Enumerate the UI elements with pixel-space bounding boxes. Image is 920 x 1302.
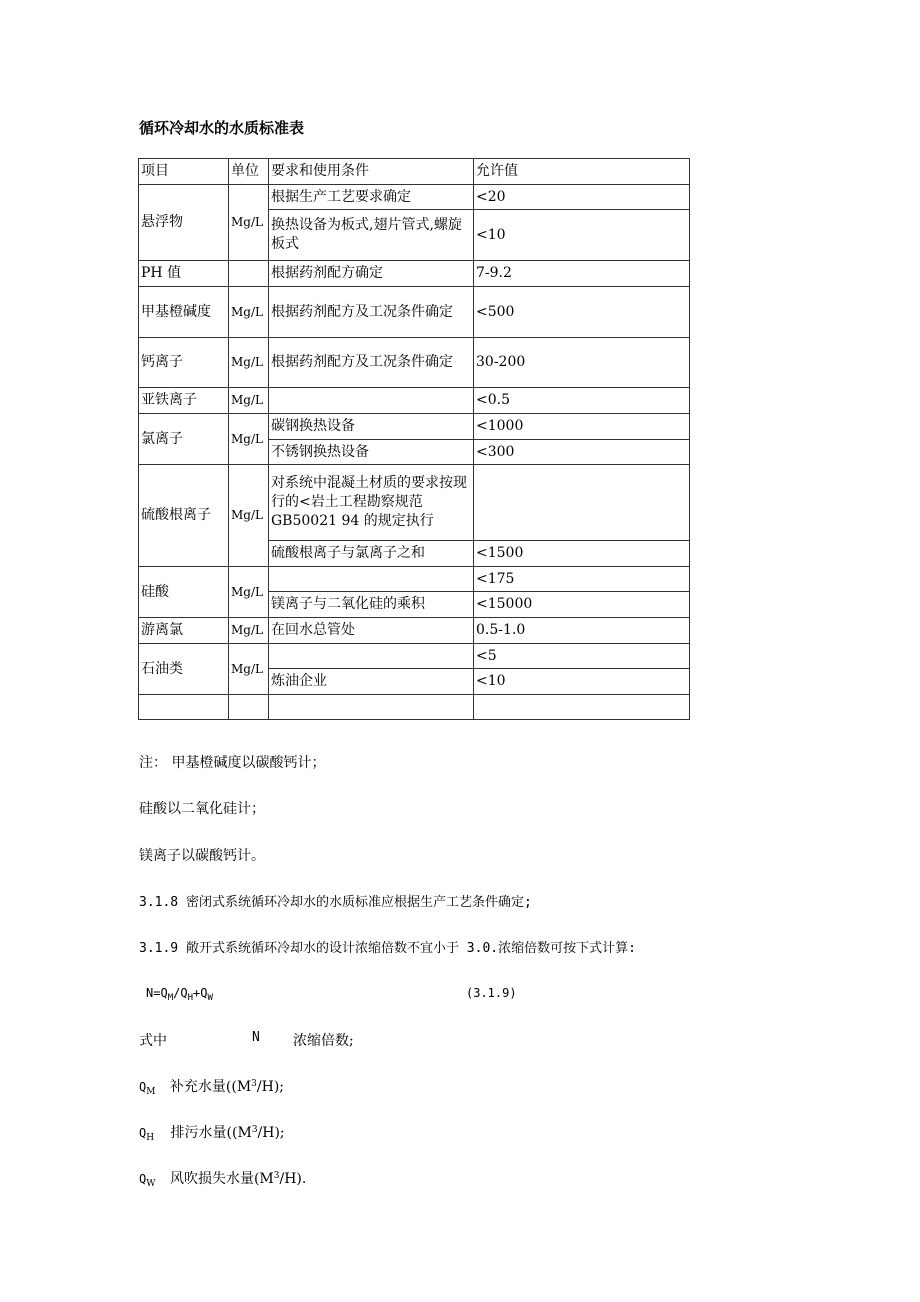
clause-3-1-8: 3.1.8 密闭式系统循环冷却水的水质标准应根据生产工艺条件确定; bbox=[139, 895, 532, 910]
row-value: <5 bbox=[474, 644, 690, 669]
table-empty-row bbox=[139, 695, 690, 720]
row-condition bbox=[269, 567, 474, 592]
row-item: 硅酸 bbox=[139, 567, 229, 618]
table-row bbox=[139, 261, 690, 287]
row-unit: Mg/L bbox=[229, 618, 269, 644]
row-value: <500 bbox=[474, 287, 690, 338]
row-value: <10 bbox=[474, 210, 690, 261]
row-unit: Mg/L bbox=[229, 644, 269, 695]
row-condition: 换热设备为板式,翅片管式,螺旋板式 bbox=[269, 210, 474, 261]
def-n-desc: 浓缩倍数; bbox=[293, 1033, 354, 1049]
def-intro: 式中 bbox=[139, 1033, 167, 1049]
row-item: 石油类 bbox=[139, 644, 229, 695]
def-qw: $Q_W$ 风吹损失水量$(M^3/H)$. bbox=[139, 1171, 307, 1189]
table-row bbox=[139, 185, 690, 210]
row-value: <10 bbox=[474, 669, 690, 695]
row-unit: Mg/L bbox=[229, 287, 269, 338]
row-value: <1500 bbox=[474, 541, 690, 567]
row-item: 钙离子 bbox=[139, 338, 229, 388]
row-unit: Mg/L bbox=[229, 338, 269, 388]
row-value: 0.5-1.0 bbox=[474, 618, 690, 644]
row-item: 甲基橙碱度 bbox=[139, 287, 229, 338]
row-unit: Mg/L bbox=[229, 465, 269, 567]
row-unit bbox=[229, 261, 269, 287]
row-condition: 对系统中混凝土材质的要求按现行的<岩土工程勘察规范GB50021 94 的规定执行 bbox=[269, 465, 474, 541]
row-value: <1000 bbox=[474, 414, 690, 440]
header-value: 允许值 bbox=[474, 159, 690, 185]
table-row bbox=[139, 287, 690, 338]
row-condition: 炼油企业 bbox=[269, 669, 474, 695]
row-unit: Mg/L bbox=[229, 567, 269, 618]
header-item: 项目 bbox=[139, 159, 229, 185]
row-item: 悬浮物 bbox=[139, 185, 229, 261]
row-condition: 硫酸根离子与氯离子之和 bbox=[269, 541, 474, 567]
note-magnesium: 镁离子以碳酸钙计。 bbox=[139, 848, 265, 864]
row-value: 30-200 bbox=[474, 338, 690, 388]
row-item: 硫酸根离子 bbox=[139, 465, 229, 567]
row-value: <0.5 bbox=[474, 388, 690, 414]
table-row bbox=[139, 414, 690, 440]
header-condition: 要求和使用条件 bbox=[269, 159, 474, 185]
row-value bbox=[474, 465, 690, 541]
row-condition: 不锈钢换热设备 bbox=[269, 440, 474, 465]
table-row bbox=[139, 567, 690, 592]
row-item: 亚铁离子 bbox=[139, 388, 229, 414]
table-header-row bbox=[139, 159, 690, 185]
water-quality-table bbox=[138, 158, 690, 720]
row-condition: 根据药剂配方确定 bbox=[269, 261, 474, 287]
note-silicic-acid: 硅酸以二氧化硅计； bbox=[139, 801, 265, 817]
row-condition: 镁离子与二氧化硅的乘积 bbox=[269, 592, 474, 618]
table-row bbox=[139, 465, 690, 541]
row-unit: Mg/L bbox=[229, 388, 269, 414]
table-row bbox=[139, 644, 690, 669]
row-value: 7-9.2 bbox=[474, 261, 690, 287]
row-condition: 根据药剂配方及工况条件确定 bbox=[269, 287, 474, 338]
def-n-symbol: N bbox=[252, 1030, 260, 1045]
row-value: <300 bbox=[474, 440, 690, 465]
clause-3-1-9: 3.1.9 敞开式系统循环冷却水的设计浓缩倍数不宜小于 3.0.浓缩倍数可按下式计算: bbox=[139, 941, 636, 956]
table-row bbox=[139, 388, 690, 414]
row-unit: Mg/L bbox=[229, 414, 269, 465]
row-value: <20 bbox=[474, 185, 690, 210]
page-title: 循环冷却水的水质标准表 bbox=[139, 119, 305, 137]
header-unit: 单位 bbox=[229, 159, 269, 185]
row-value: <15000 bbox=[474, 592, 690, 618]
row-condition bbox=[269, 388, 474, 414]
row-condition: 根据药剂配方及工况条件确定 bbox=[269, 338, 474, 388]
row-condition: 碳钢换热设备 bbox=[269, 414, 474, 440]
row-unit: Mg/L bbox=[229, 185, 269, 261]
def-qm: $Q_M$ 补充水量($(M^3/H)$; bbox=[139, 1079, 285, 1097]
formula-number: (3.1.9) bbox=[466, 986, 517, 1000]
note-alkalinity: 注： 甲基橙碱度以碳酸钙计； bbox=[139, 755, 326, 771]
table-row bbox=[139, 618, 690, 644]
formula: $N=Q_M/Q_H+Q_W$ bbox=[146, 986, 213, 1003]
row-item: PH 值 bbox=[139, 261, 229, 287]
def-qh: $Q_H$ 排污水量($(M^3/H)$; bbox=[139, 1125, 285, 1143]
row-condition: 在回水总管处 bbox=[269, 618, 474, 644]
row-item: 游离氯 bbox=[139, 618, 229, 644]
row-condition: 根据生产工艺要求确定 bbox=[269, 185, 474, 210]
row-item: 氯离子 bbox=[139, 414, 229, 465]
row-condition bbox=[269, 644, 474, 669]
table-row bbox=[139, 338, 690, 388]
row-value: <175 bbox=[474, 567, 690, 592]
